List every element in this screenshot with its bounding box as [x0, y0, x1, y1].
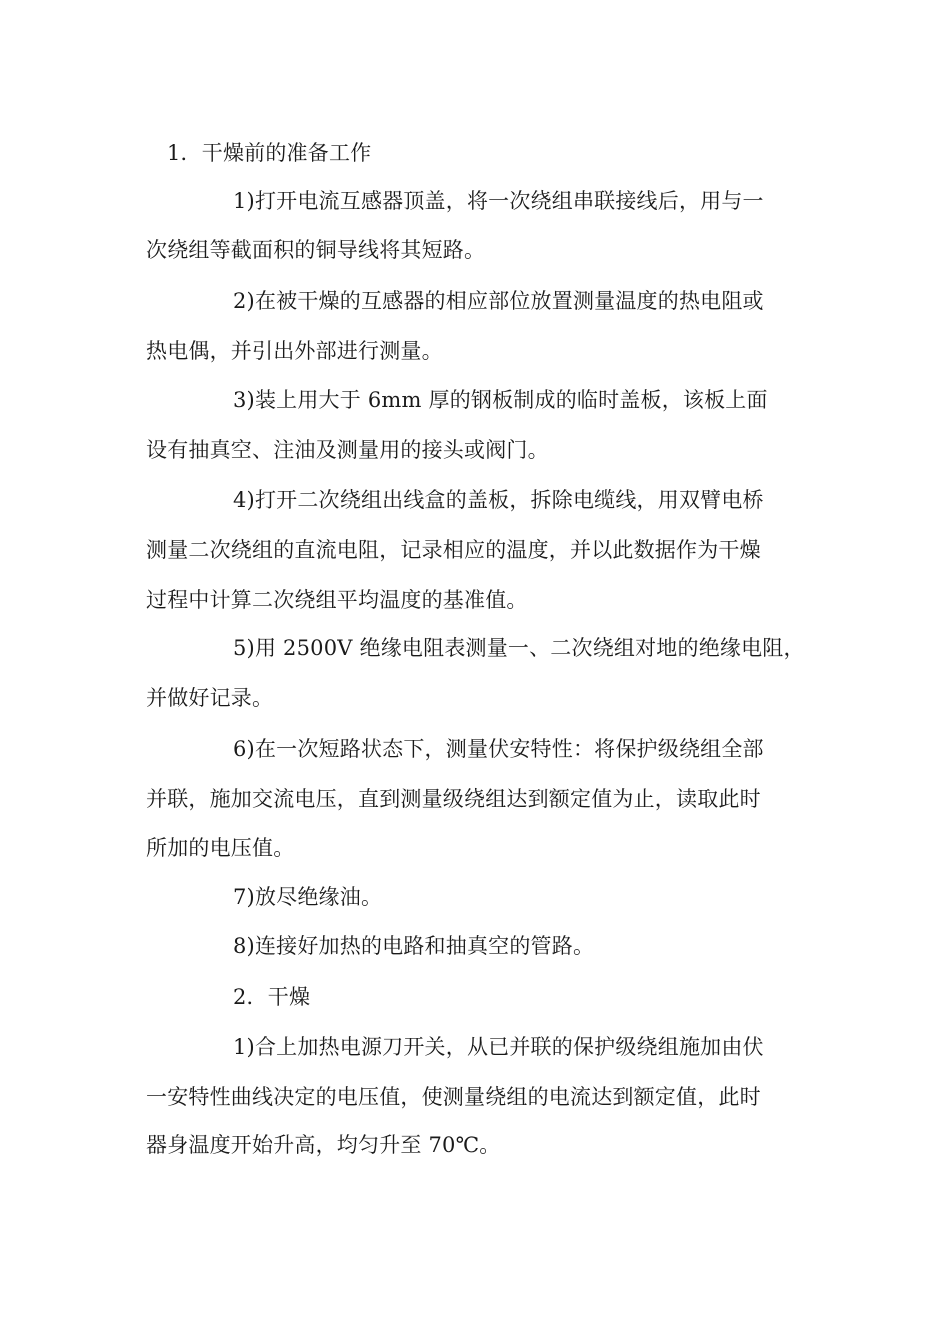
paragraph-line: 器身温度开始升高，均匀升至 70℃。	[146, 1133, 501, 1157]
paragraph-line: 5)用 2500V 绝缘电阻表测量一、二次绕组对地的绝缘电阻，	[233, 636, 805, 660]
paragraph-line: 并联，施加交流电压，直到测量级绕组达到额定值为止，读取此时	[146, 787, 761, 811]
paragraph-line: 并做好记录。	[146, 686, 274, 710]
paragraph-line: 4)打开二次绕组出线盒的盖板，拆除电缆线，用双臂电桥	[233, 488, 764, 512]
paragraph-line: 所加的电压值。	[146, 836, 295, 860]
paragraph-line: 一安特性曲线决定的电压值，使测量绕组的电流达到额定值，此时	[146, 1085, 761, 1109]
paragraph-line: 3)装上用大于 6mm 厚的钢板制成的临时盖板，该板上面	[233, 388, 768, 412]
paragraph-line: 1)合上加热电源刀开关，从已并联的保护级绕组施加由伏	[233, 1035, 764, 1059]
paragraph-line: 2)在被干燥的互感器的相应部位放置测量温度的热电阻或	[233, 289, 764, 313]
paragraph-line: 6)在一次短路状态下，测量伏安特性：将保护级绕组全部	[233, 737, 764, 761]
paragraph-line: 8)连接好加热的电路和抽真空的管路。	[233, 934, 595, 958]
paragraph-line: 1)打开电流互感器顶盖，将一次绕组串联接线后，用与一	[233, 189, 764, 213]
paragraph-line: 过程中计算二次绕组平均温度的基准值。	[146, 588, 528, 612]
section-heading-drying: 2．干燥	[233, 985, 311, 1009]
paragraph-line: 次绕组等截面积的铜导线将其短路。	[146, 238, 486, 262]
paragraph-line: 测量二次绕组的直流电阻，记录相应的温度，并以此数据作为干燥	[146, 538, 761, 562]
paragraph-line: 热电偶，并引出外部进行测量。	[146, 339, 443, 363]
paragraph-line: 7)放尽绝缘油。	[233, 885, 383, 909]
paragraph-line: 设有抽真空、注油及测量用的接头或阀门。	[146, 438, 549, 462]
section-heading-preparation: 1．干燥前的准备工作	[167, 141, 372, 165]
